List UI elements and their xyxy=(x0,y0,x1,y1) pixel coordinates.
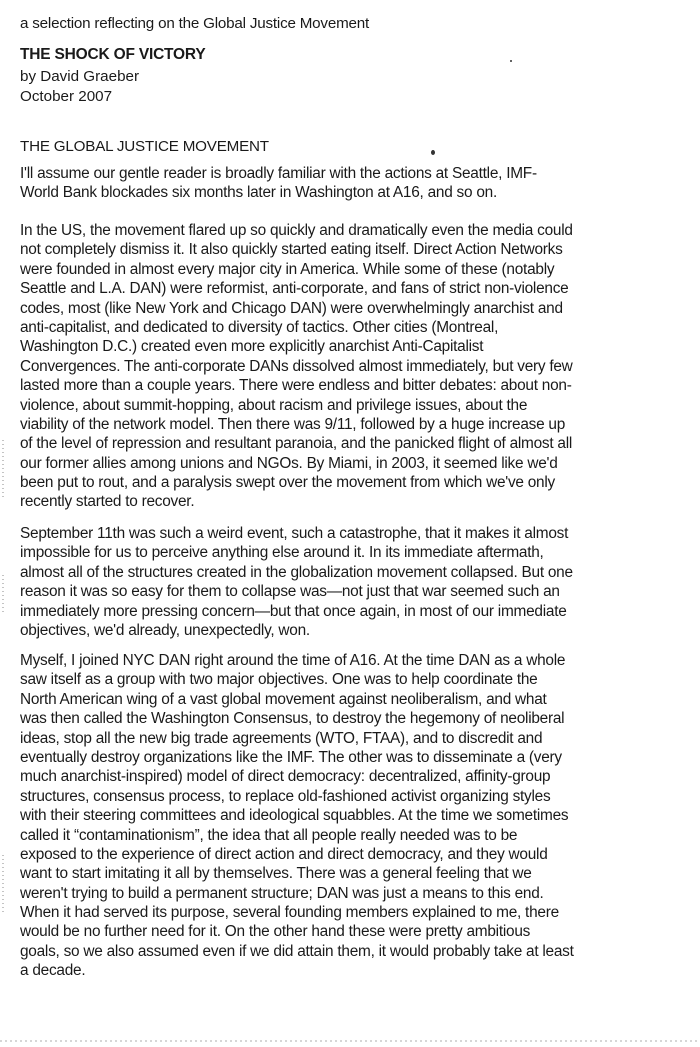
scan-speck xyxy=(431,150,435,155)
text-line: reason it was so easy for them to collapse was—not just that war seemed such an xyxy=(20,583,560,601)
text-line: ideas, stop all the new big trade agreements (WTO, FTAA), and to discredit and xyxy=(20,729,543,747)
text-line: not completely dismiss it. It also quickly started eating itself. Direct Action Networks xyxy=(20,241,563,259)
article-title: THE SHOCK OF VICTORY xyxy=(20,46,206,63)
text-line: were founded in almost every major city in America. While some of these (notably xyxy=(20,260,555,278)
text-line: exposed to the experience of direct action and direct democracy, and they would xyxy=(20,845,548,863)
text-line: anti-capitalist, and dedicated to diversity of tactics. Other cities (Montreal, xyxy=(20,318,499,336)
text-line: eventually destroy organizations like the IMF. The other was to disseminate a (very xyxy=(20,748,562,766)
text-line: our former allies among unions and NGOs. By Miami, in 2003, it seemed like we'd xyxy=(20,454,558,472)
text-line: recently started to recover. xyxy=(20,493,195,511)
publication-date: October 2007 xyxy=(20,88,113,105)
scan-margin-marks xyxy=(2,575,4,615)
text-line: a decade. xyxy=(20,962,86,980)
text-line: lasted more than a couple years. There were endless and bitter debates: about non- xyxy=(20,377,572,395)
text-line: been put to rout, and a paralysis swept over the movement from which we've only xyxy=(20,474,555,492)
scan-bottom-edge xyxy=(0,1040,700,1042)
text-line: Seattle and L.A. DAN) were reformist, anti-corporate, and fans of strict non-violence xyxy=(20,280,569,298)
text-line: much anarchist-inspired) model of direct democracy: decentralized, affinity-group xyxy=(20,768,551,786)
text-line: When it had served its purpose, several founding members explained to me, there xyxy=(20,904,559,922)
text-line: codes, most (like New York and Chicago DAN) were overwhelmingly anarchist and xyxy=(20,299,563,317)
text-line: Washington D.C.) created even more explicitly anarchist Anti-Capitalist xyxy=(20,338,484,356)
text-line: Convergences. The anti-corporate DANs dissolved almost immediately, but very few xyxy=(20,357,573,375)
text-line: impossible for us to perceive anything else around it. In its immediate aftermath, xyxy=(20,544,544,562)
text-line: weren't trying to build a permanent structure; DAN was just a means to this end. xyxy=(20,884,544,902)
text-line: want to start imitating it all by themselves. There was a general feeling that we xyxy=(20,865,532,883)
text-line: of the level of repression and resultant paranoia, and the panicked flight of almost all xyxy=(20,435,573,453)
text-line: September 11th was such a weird event, such a catastrophe, that it makes it almost xyxy=(20,525,569,542)
text-line: would be no further need for it. On the other hand these were pretty ambitious xyxy=(20,923,531,941)
text-line: In the US, the movement flared up so quickly and dramatically even the media could xyxy=(20,222,573,239)
section-heading: THE GLOBAL JUSTICE MOVEMENT xyxy=(20,138,269,155)
text-line: North American wing of a vast global movement against neoliberalism, and what xyxy=(20,690,547,708)
text-line: viability of the network model. Then there was 9/11, followed by a huge increase up xyxy=(20,415,566,433)
paragraph xyxy=(20,221,573,512)
scan-margin-marks xyxy=(2,855,4,915)
paragraph xyxy=(20,524,573,640)
kicker-text: a selection reflecting on the Global Justice Movement xyxy=(20,15,370,32)
text-line: Myself, I joined NYC DAN right around the time of A16. At the time DAN as a whole xyxy=(20,652,566,669)
paragraph xyxy=(20,164,537,203)
text-line: goals, so we also assumed even if we did attain them, it would probably take at least xyxy=(20,942,574,960)
scan-margin-marks xyxy=(2,440,4,500)
text-line: almost all of the structures created in the globalization movement collapsed. But one xyxy=(20,563,573,581)
byline: by David Graeber xyxy=(20,68,140,85)
text-line: immediately more pressing concern—but that once again, in most of our immediate xyxy=(20,602,567,620)
text-line: with their steering committees and ideological squabbles. At the time we sometimes xyxy=(20,807,569,825)
text-line: World Bank blockades six months later in Washington at A16, and so on. xyxy=(20,184,497,202)
text-line: structures, consensus process, to replace old-fashioned activist organizing styles xyxy=(20,787,551,805)
text-line: objectives, we'd already, unexpectedly, won. xyxy=(20,621,310,639)
text-line: violence, about summit-hopping, about racism and privilege issues, about the xyxy=(20,396,528,414)
text-line: I'll assume our gentle reader is broadly familiar with the actions at Seattle, IMF- xyxy=(20,165,537,182)
text-line: was then called the Washington Consensus, to destroy the hegemony of neoliberal xyxy=(20,710,565,728)
text-line: called it “contaminationism”, the idea that all people really needed was to be xyxy=(20,826,518,844)
text-line: saw itself as a group with two major objectives. One was to help coordinate the xyxy=(20,671,538,689)
paragraph xyxy=(20,651,574,981)
scan-speck xyxy=(510,60,512,62)
